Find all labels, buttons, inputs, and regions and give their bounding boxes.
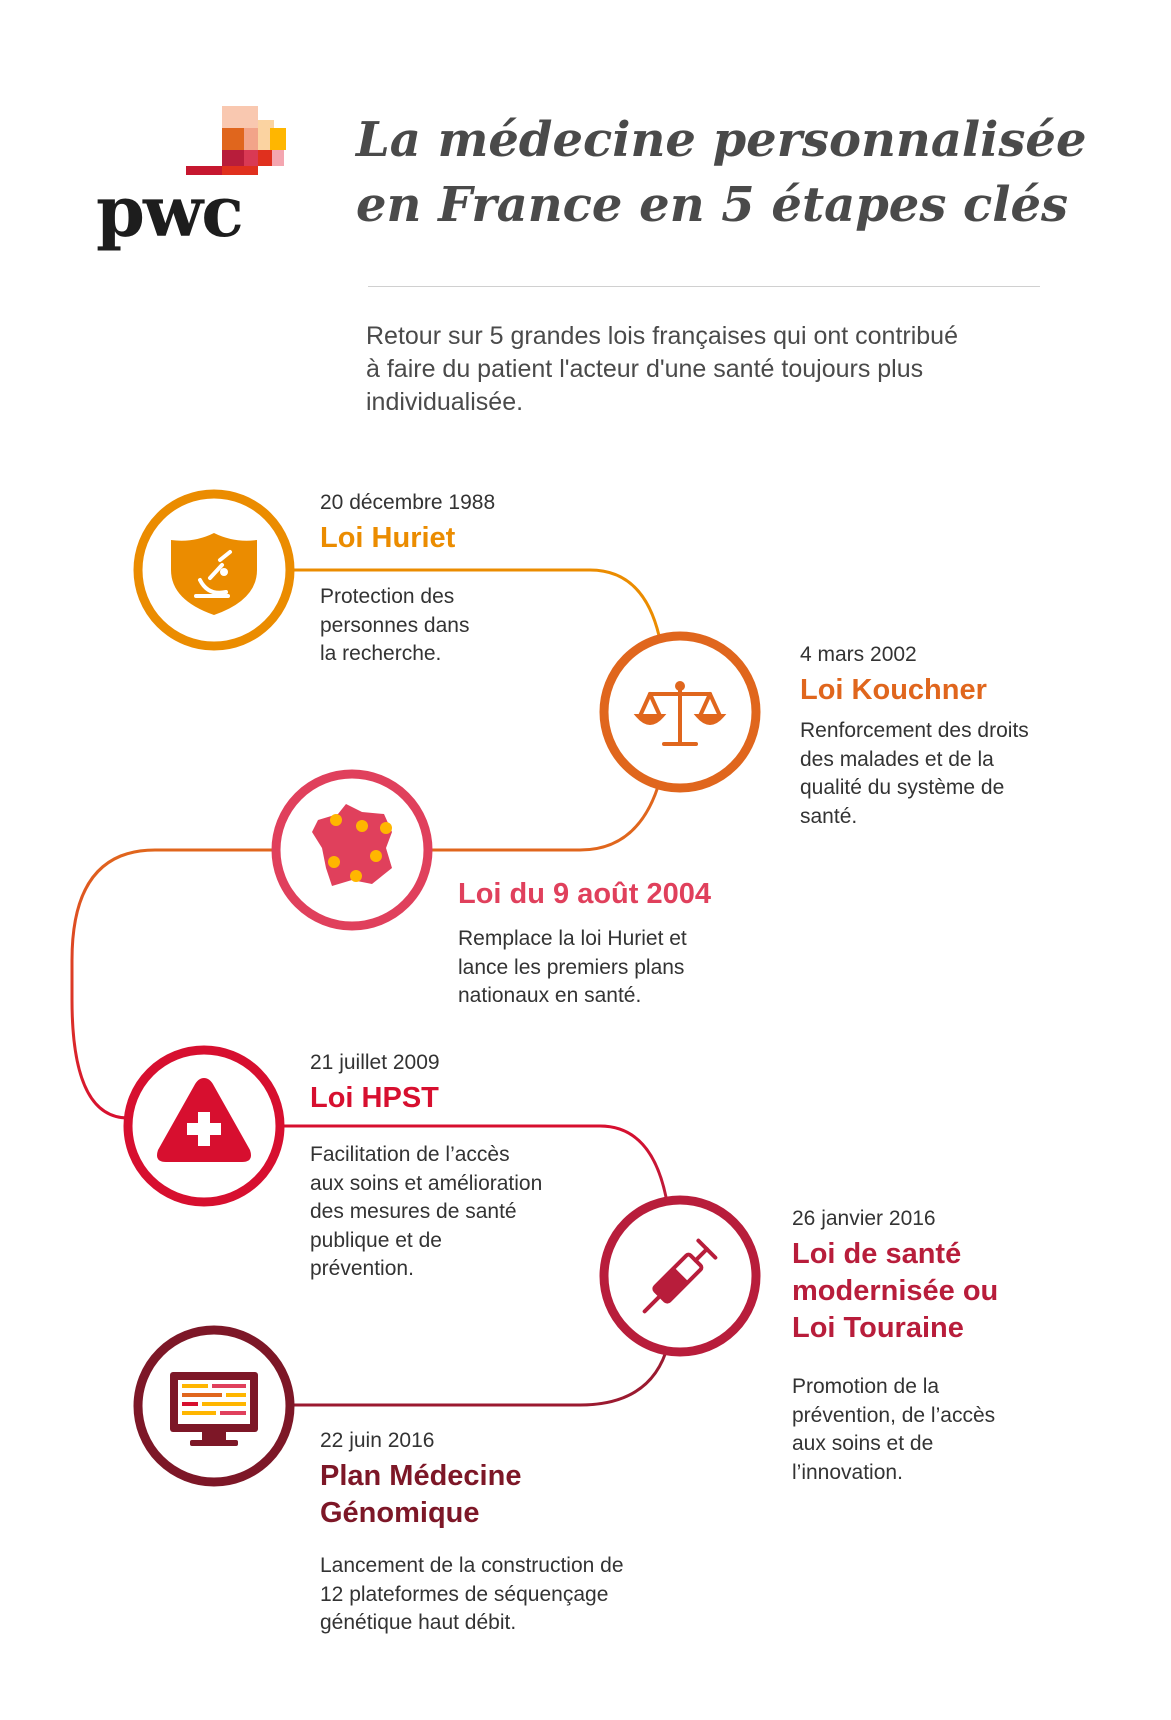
step-icon-kouchner [604, 636, 756, 788]
desc-line: qualité du système de [800, 776, 1005, 799]
step-description [800, 717, 1029, 831]
desc-line: aux soins et de [792, 1432, 934, 1455]
intro-line: individualisée. [366, 388, 524, 416]
connector-touraine-genomique [290, 1345, 668, 1405]
law-line: Plan Médecine [320, 1460, 522, 1492]
step-date: 20 décembre 1988 [320, 491, 496, 514]
title-line: en France en 5 étapes clés [356, 177, 1069, 233]
step-date: 22 juin 2016 [320, 1429, 435, 1452]
desc-line: des malades et de la [800, 747, 994, 771]
step-law-title [320, 1458, 624, 1532]
desc-line: Facilitation de l’accès [310, 1143, 510, 1166]
desc-line: des mesures de santé [310, 1200, 517, 1223]
law-line: Génomique [320, 1497, 480, 1529]
step-description [310, 1141, 542, 1284]
law-line: Loi HPST [310, 1082, 439, 1114]
step-description [792, 1373, 998, 1487]
connector-kouchner-2004 [430, 780, 660, 850]
step-icon-genomique [138, 1330, 290, 1482]
step-genomique [320, 1428, 624, 1638]
intro-line: à faire du patient l'acteur d'une santé toujours plus [366, 355, 924, 383]
desc-line: génétique haut débit. [320, 1611, 517, 1634]
law-line: Loi Huriet [320, 522, 456, 554]
step-law-title [800, 672, 1029, 709]
step-icon-hpst [128, 1050, 280, 1202]
step-description [458, 925, 711, 1011]
step-date: 21 juillet 2009 [310, 1051, 440, 1074]
desc-line: la recherche. [320, 642, 442, 665]
desc-line: prévention, de l’accès [792, 1403, 996, 1427]
law-line: Loi Touraine [792, 1312, 964, 1344]
desc-line: Lancement de la construction de [320, 1554, 624, 1577]
intro-line: Retour sur 5 grandes lois françaises qui ont contribué [366, 322, 958, 350]
step-kouchner [800, 642, 1029, 831]
desc-line: l’innovation. [792, 1460, 903, 1484]
step-touraine [792, 1206, 998, 1487]
desc-line: publique et de [310, 1228, 442, 1252]
step-date: 4 mars 2002 [800, 643, 917, 666]
step-icon-touraine [604, 1200, 756, 1352]
desc-line: 12 plateformes de séquençage [320, 1582, 609, 1606]
desc-line: lance les premiers plans [458, 955, 685, 979]
desc-line: Renforcement des droits [800, 719, 1029, 742]
step-hpst [310, 1050, 542, 1284]
desc-line: Protection des [320, 585, 455, 608]
step-description [320, 1552, 624, 1638]
desc-line: prévention. [310, 1257, 414, 1280]
desc-line: nationaux en santé. [458, 984, 642, 1007]
step-icon-aout2004 [276, 774, 428, 926]
pwc-logo-text: pwc [96, 170, 242, 253]
step-law-title [310, 1080, 542, 1117]
step-date: 26 janvier 2016 [792, 1207, 936, 1230]
step-aout2004 [458, 876, 711, 1011]
desc-line: santé. [800, 804, 858, 828]
law-line: modernisée ou [792, 1275, 999, 1307]
title-line: La médecine personnalisée [356, 112, 1087, 168]
desc-line: Remplace la loi Huriet et [458, 927, 687, 950]
step-icon-huriet [138, 494, 290, 646]
law-line: Loi du 9 août 2004 [458, 878, 711, 910]
step-law-title [458, 876, 711, 913]
step-law-title [320, 520, 495, 557]
step-law-title [792, 1236, 998, 1347]
desc-line: aux soins et amélioration [310, 1171, 543, 1195]
law-line: Loi de santé [792, 1238, 962, 1270]
desc-line: personnes dans [320, 613, 470, 637]
law-line: Loi Kouchner [800, 674, 987, 706]
desc-line: Promotion de la [792, 1375, 940, 1398]
step-huriet [320, 490, 495, 669]
step-description [320, 583, 495, 669]
